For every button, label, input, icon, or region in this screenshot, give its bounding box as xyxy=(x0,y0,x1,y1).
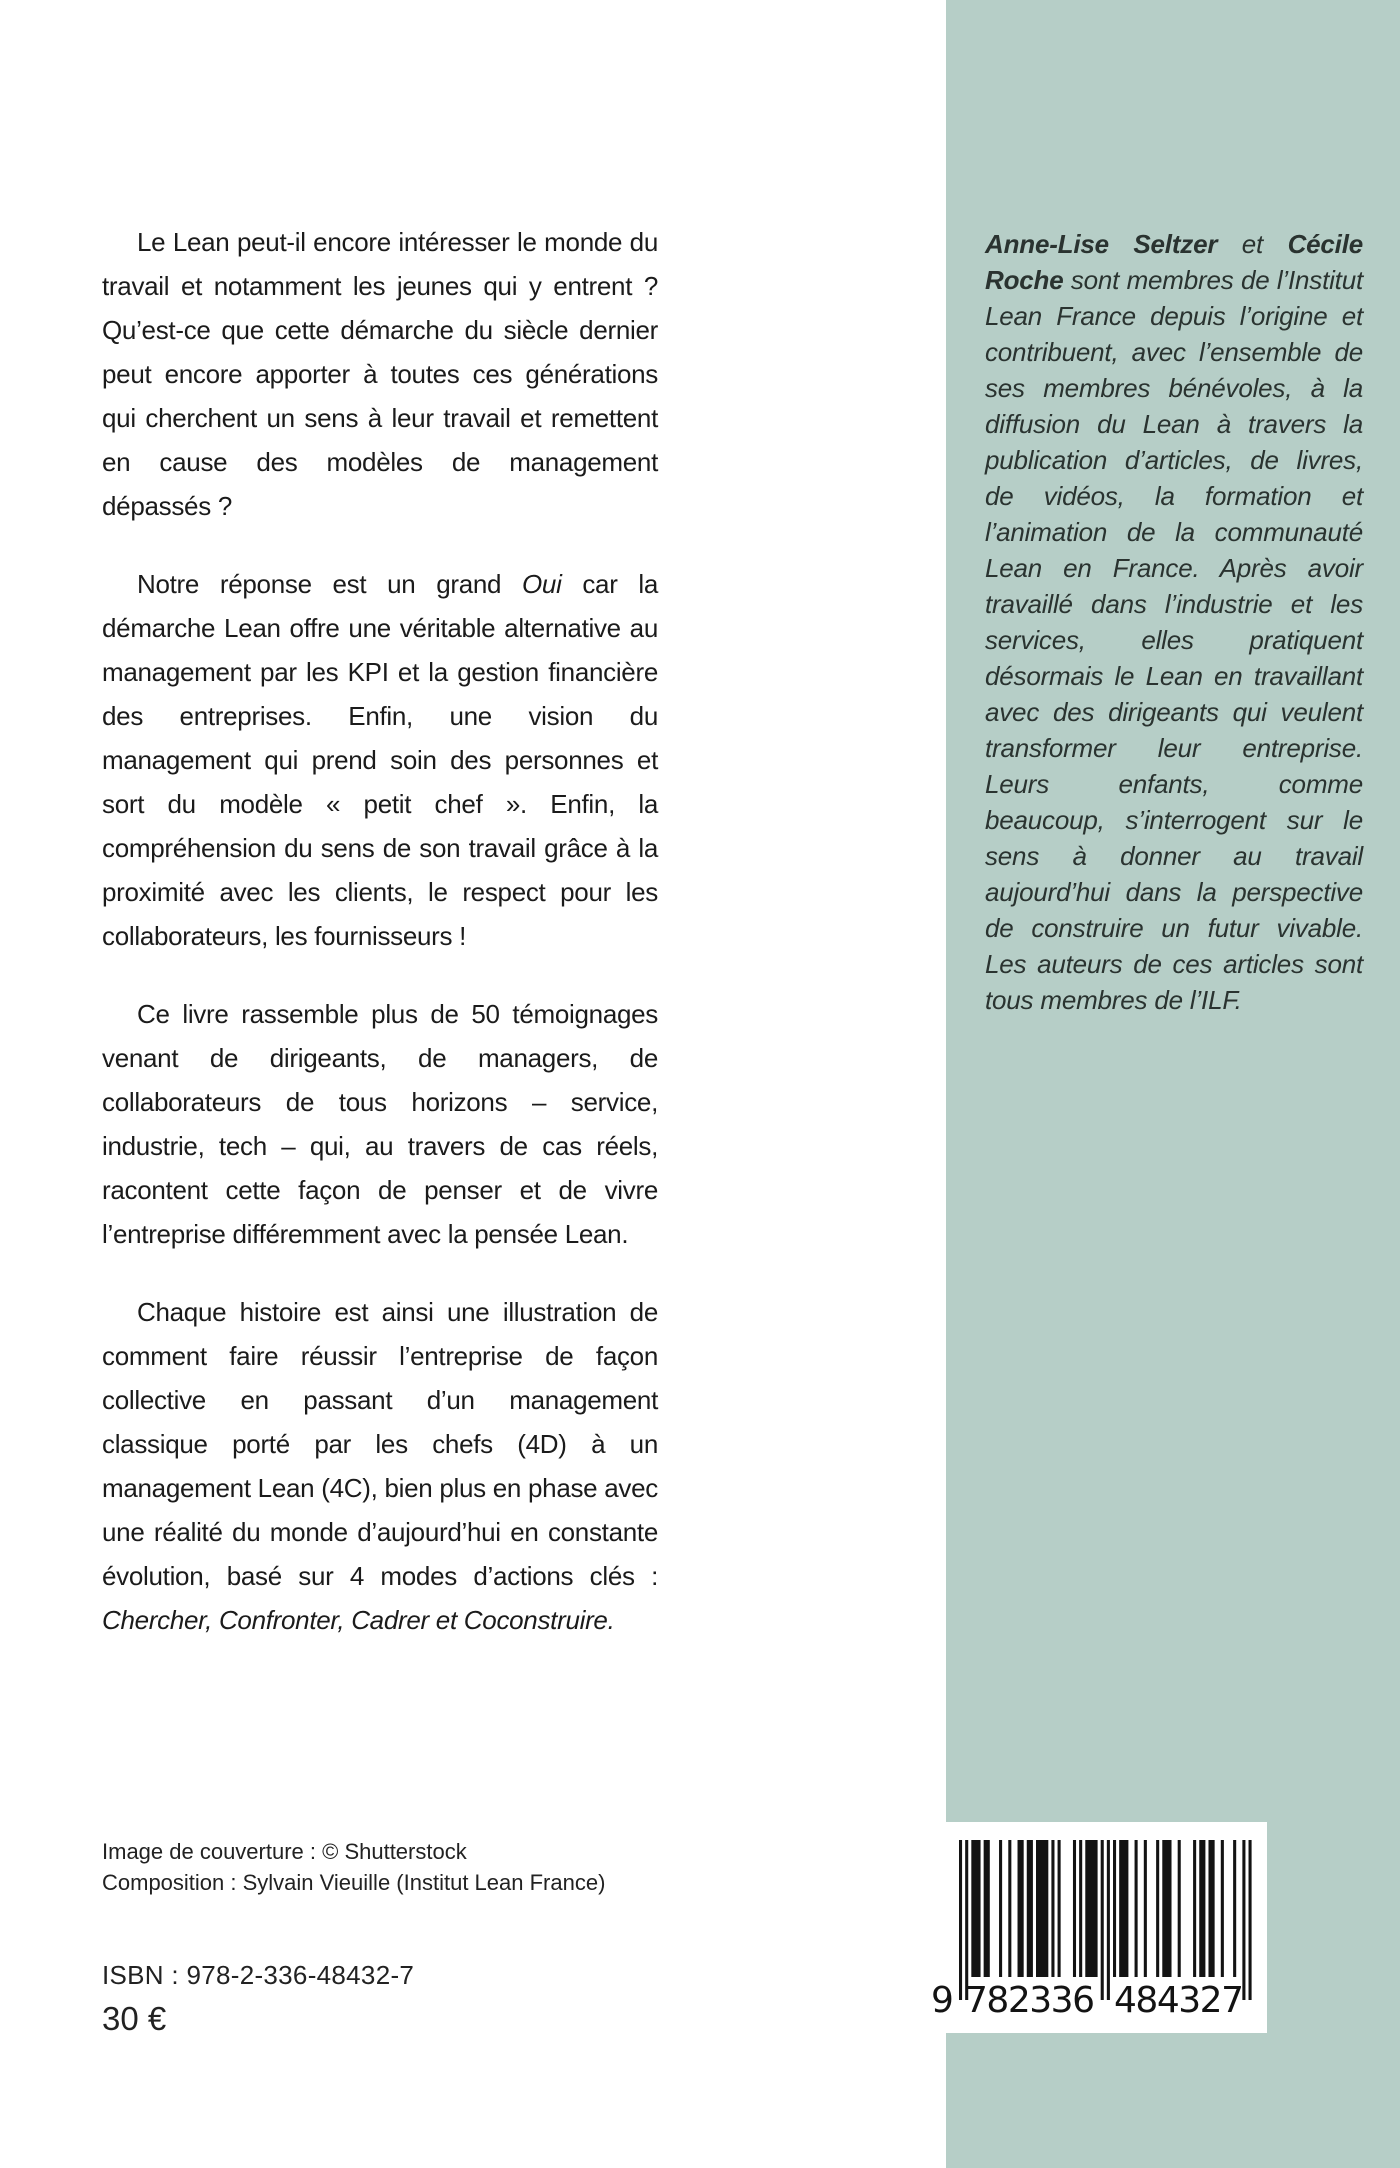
synopsis-paragraph-3: Ce livre rassemble plus de 50 témoignages venant de dirigeants, de managers, de collaborateurs de tous horizons – service, industrie, tech – qui, au travers de cas réels, racontent cette façon de penser et de vivre l’entreprise différemment avec la pensée Lean. xyxy=(102,999,658,1249)
cover-image-credit: Image de couverture : © Shutterstock xyxy=(102,1839,467,1864)
composition-credit: Composition : Sylvain Vieuille (Institut Lean France) xyxy=(102,1870,606,1895)
synopsis-paragraph-2: Notre réponse est un grand Oui car la démarche Lean offre une véritable alternative au management par les KPI et la gestion financière des entreprises. Enfin, une vision du management qui prend soin des personnes et sort du modèle « petit chef ». Enfin, la compréhension du sens de son travail grâce à la proximité avec les clients, le respect pour les collaborateurs, les fournisseurs ! xyxy=(102,569,659,951)
synopsis-paragraph-4: Chaque histoire est ainsi une illustration de comment faire réussir l’entreprise de façon collective en passant d’un management classique porté par les chefs (4D) à un management Lean (4C), bien plus en phase avec une réalité du monde d’aujourd’hui en constante évolution, basé sur 4 modes d’actions clés : Chercher, Confronter, Cadrer et Coconstruire. xyxy=(102,1297,658,1635)
ean13-barcode xyxy=(925,1822,1267,2027)
barcode-bars xyxy=(959,1840,1252,2000)
barcode-box xyxy=(925,1822,1267,2033)
synopsis xyxy=(102,220,658,1676)
isbn-line: ISBN : 978-2-336-48432-7 xyxy=(102,1960,415,1990)
barcode-digits-right: 484327 xyxy=(1114,1980,1244,2021)
author-bio: Anne-Lise Seltzer et Cécile Roche sont membres de l’Institut Lean France depuis l’origine et contribuent, avec l’ensemble de ses membres bénévoles, à la diffusion du Lean à travers la publication d’articles, de livres, de vidéos, la formation et l’animation de la communauté Lean en France. Après avoir travaillé dans l’industrie et les services, elles pratiquent désormais le Lean en travaillant avec des dirigeants qui veulent transformer leur entreprise. Leurs enfants, comme beaucoup, s’interrogent sur le sens à donner au travail aujourd’hui dans la perspective de construire un futur vivable. Les auteurs de ces articles sont tous membres de l’ILF. xyxy=(985,229,1363,1015)
barcode-digit-first: 9 xyxy=(931,1980,954,2021)
price: 30 € xyxy=(102,2000,167,2037)
barcode-digits-left: 782336 xyxy=(965,1980,1095,2021)
synopsis-paragraph-1: Le Lean peut-il encore intéresser le monde du travail et notamment les jeunes qui y entrent ? Qu’est-ce que cette démarche du siècle dernier peut encore apporter à toutes ces générations qui cherchent un sens à leur travail et remettent en cause des modèles de management dépassés ? xyxy=(102,227,658,521)
credits xyxy=(102,1836,605,1898)
